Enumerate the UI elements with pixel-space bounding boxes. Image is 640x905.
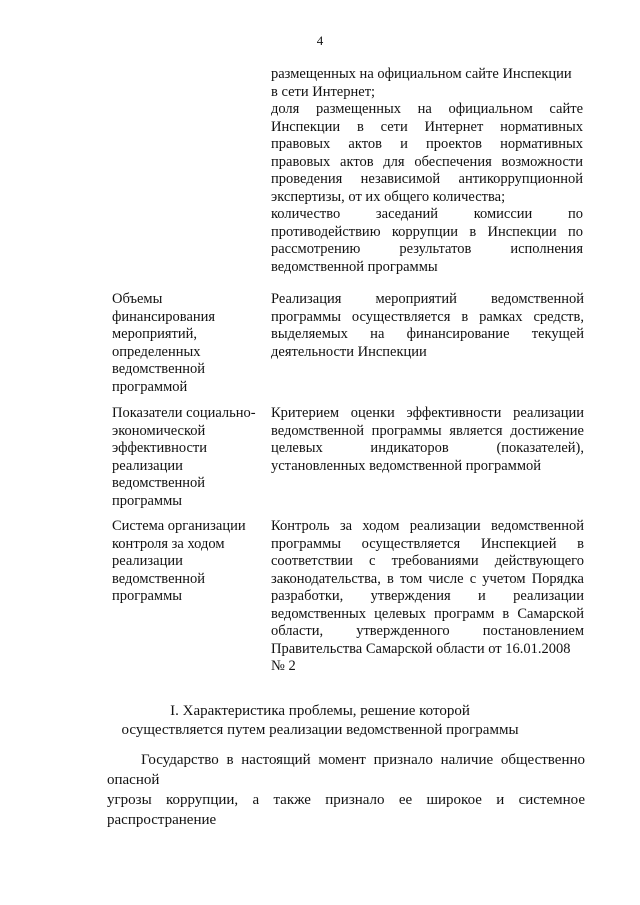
text-line: правовых актов для обеспечения возможности xyxy=(271,153,583,170)
text-line: Государство в настоящий момент признало наличие общественно опасной xyxy=(107,752,585,788)
text-line: области, утвержденного постановлением xyxy=(271,623,584,639)
text-line: разработки, утверждения и реализации xyxy=(271,588,584,604)
text-line: Критерием оценки эффективности реализации xyxy=(271,405,584,421)
text-line: проведения независимой антикоррупционной xyxy=(271,171,583,187)
text-line: ведомственной программы xyxy=(271,258,438,275)
text-line: размещенных на официальном сайте Инспекции xyxy=(271,66,572,82)
label-line: ведомственной xyxy=(112,361,206,377)
label-line: контроля за ходом xyxy=(112,535,225,552)
text-line: правовых актов и проектов нормативных xyxy=(271,136,583,152)
label-line: ведомственной xyxy=(112,475,206,491)
text-line: Правительства Самарской области от 16.01.2008 xyxy=(271,640,571,657)
text-line: программы осуществляется в рамках средств, xyxy=(271,308,584,325)
text-line: доля размещенных на официальном сайте xyxy=(271,101,583,117)
label-line: Показатели социально- xyxy=(112,405,256,421)
text-line: в сети Интернет; xyxy=(271,83,376,100)
text-line: Инспекции в сети Интернет нормативных xyxy=(271,118,583,135)
text-line: Контроль за ходом реализации ведомственной xyxy=(271,518,584,534)
label-line: экономической xyxy=(112,422,206,439)
label-line: программы xyxy=(112,588,182,604)
row-label xyxy=(112,291,264,396)
text-line: Реализация мероприятий ведомственной xyxy=(271,291,584,307)
row-value xyxy=(271,291,584,361)
label-line: эффективности xyxy=(112,440,207,456)
text-line: установленных ведомственной программой xyxy=(271,457,542,474)
text-line: деятельности Инспекции xyxy=(271,343,427,360)
label-line: программой xyxy=(112,378,188,395)
label-line: Система организации xyxy=(112,518,246,534)
row-value xyxy=(271,518,584,676)
text-line: ведомственной программы является достижение xyxy=(271,422,584,439)
row-label xyxy=(112,518,264,606)
label-line: программы xyxy=(112,492,182,509)
label-line: определенных xyxy=(112,343,201,360)
text-line: № 2 xyxy=(271,658,296,674)
text-line: целевых индикаторов (показателей), xyxy=(271,440,584,456)
section-heading xyxy=(0,702,640,740)
continued-indicators-text xyxy=(271,66,583,276)
text-line: законодательства, в том числе с учетом Порядка xyxy=(271,570,584,587)
row-value xyxy=(271,405,584,475)
body-paragraph xyxy=(107,750,585,830)
text-line: экспертизы, от их общего количества; xyxy=(271,188,506,205)
label-line: финансирования xyxy=(112,308,216,325)
text-line: количество заседаний комиссии по xyxy=(271,206,583,222)
page-number: 4 xyxy=(316,33,324,48)
text-line: угрозы коррупции, а также признало ее широкое и системное распространение xyxy=(107,792,585,828)
text-line: соответствии с требованиями действующего xyxy=(271,553,584,569)
row-label xyxy=(112,405,264,510)
heading-line: осуществляется путем реализации ведомственной программы xyxy=(121,722,519,738)
label-line: ведомственной xyxy=(112,570,206,587)
text-line: ведомственных целевых программ в Самарской xyxy=(271,605,584,622)
text-line: выделяемых на финансирование текущей xyxy=(271,326,584,342)
label-line: мероприятий, xyxy=(112,326,198,342)
label-line: реализации xyxy=(112,553,183,569)
label-line: реализации xyxy=(112,457,183,474)
text-line: рассмотрению результатов исполнения xyxy=(271,241,583,257)
text-line: противодействию коррупции в Инспекции по xyxy=(271,223,583,240)
text-line: программы осуществляется Инспекцией в xyxy=(271,535,584,552)
heading-line: I. Характеристика проблемы, решение которой xyxy=(170,703,470,719)
label-line: Объемы xyxy=(112,291,163,307)
